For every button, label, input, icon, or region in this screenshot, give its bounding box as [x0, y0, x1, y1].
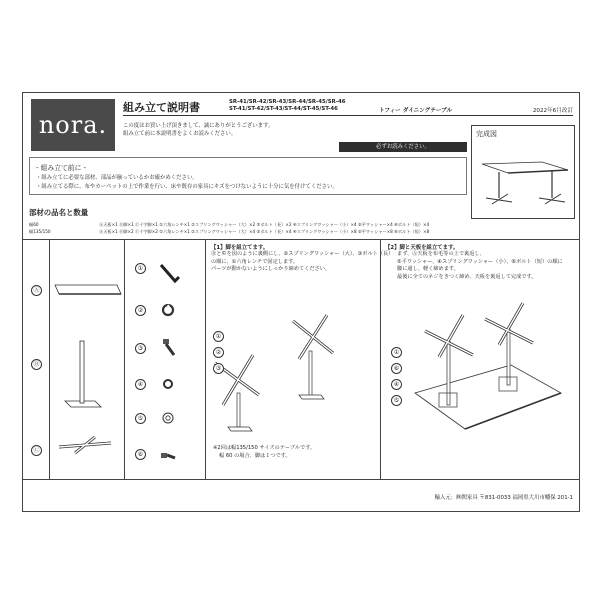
part-number-3: ③ — [135, 343, 146, 354]
step1-line-2: の順に、①六角レンチで固定します。 — [211, 258, 299, 265]
step2-line-1: まず、Ⓐ天板を布毛等の上で裏返し、 — [397, 251, 485, 257]
step2-callout-1: ① — [391, 347, 402, 358]
short-bolt-drawing — [161, 453, 175, 458]
cross-foot-part — [59, 437, 111, 453]
part-number-5: ⑤ — [135, 413, 146, 424]
intro-line-2: 組み立て前に本説明書をよくお読みください。 — [123, 131, 237, 137]
step1-line-1: Ⓑと©を図のように裏側にし、②スプリングワッシャー（大）、③ボルト（長） — [211, 251, 394, 257]
completed-title: 完成図 — [476, 130, 497, 138]
leg-part — [65, 341, 101, 407]
parts-list-title: 部材の品名と数量 — [29, 208, 89, 217]
step2-line-4: 最後に全てのネジをきつく締め、天板を裏返して完成です。 — [397, 273, 537, 280]
step1-callout-3: ③ — [213, 363, 224, 374]
step2-callout-6: ⑥ — [391, 363, 402, 374]
part-label-c: Ⓒ — [31, 445, 42, 456]
brand-logo: nora. — [31, 99, 115, 151]
step2-assembly-drawing — [415, 303, 561, 429]
step2-heading: 【2】脚と天板を組立てます。 — [385, 245, 459, 251]
step1-leg-drawing-right — [293, 315, 333, 399]
quantities-135-150: Ⓐ天板×1 Ⓑ脚×2 Ⓒ十字脚×2 ①六角レンチ×1 ②スプリングワッシャー（大）×4 ③ボルト（長）×4 ④スプリングワッシャー（小）×8 ⑤平ワッシャー×8 ⑥ボルト（短）×8 — [99, 229, 430, 234]
before-assembly-line-1: ・組み立てに必要な部材、部品が揃っているかお確かめください。 — [36, 175, 198, 181]
step2-line-3: 脚に通し、軽く締めます。 — [397, 266, 459, 273]
step2-callout-5: ⑤ — [391, 395, 402, 406]
tabletop-part — [55, 285, 121, 294]
document-title: 組み立て説明書 — [123, 101, 200, 114]
part-label-a: Ⓐ — [31, 285, 42, 296]
step2-line-2: ⑤平ワッシャー、④スプリングワッシャー（小）、⑥ボルト（短）の順に — [397, 258, 563, 265]
before-assembly-title: - 組み立て前に - — [36, 164, 87, 172]
part-number-4: ④ — [135, 379, 146, 390]
step2-instructions — [385, 243, 563, 281]
spring-washer-small-drawing — [164, 380, 172, 388]
step1-heading: 【1】脚を組立てます。 — [211, 245, 269, 251]
step1-note-2: 幅 60 の場合、脚は１つです。 — [219, 452, 291, 459]
flat-washer-drawing — [163, 413, 173, 423]
size-label-135-150: 幅135/150 — [29, 229, 51, 234]
step1-instructions — [211, 243, 393, 274]
step1-note-1: ※2回は幅135/150 サイズのテーブルです。 — [213, 445, 316, 451]
part-number-2: ② — [135, 305, 146, 316]
step2-callout-4: ④ — [391, 379, 402, 390]
before-assembly-line-2: ・組み立てる際に、布やカーペットの上で作業を行い、床や既存の家具にキズをつけないように十分に気を付けてください。 — [36, 184, 338, 190]
step1-callout-2: ② — [213, 347, 224, 358]
must-read-badge: 必ずお読みください。 — [339, 142, 467, 152]
step1-line-3: パーツが動かないようにしっかり締めてください。 — [211, 266, 331, 273]
importer-address: 輸入元：㈱関家具 〒831-0033 福岡県大川市幡保 201-1 — [434, 495, 573, 501]
hex-wrench-drawing — [161, 265, 179, 281]
step1-note — [213, 445, 315, 460]
intro-line-1: この度はお買い上げ頂きまして、誠にありがとうございます。 — [123, 123, 274, 129]
part-number-6: ⑥ — [135, 449, 146, 460]
model-line-st: ST-41/ST-42/ST-43/ST-44/ST-45/ST-46 — [229, 106, 338, 112]
part-label-b: Ⓑ — [31, 359, 42, 370]
product-name: トフィー ダイニングテーブル — [379, 108, 453, 114]
revision-date: 2022年6月改訂 — [532, 108, 573, 114]
part-number-1: ① — [135, 263, 146, 274]
size-label-60: 幅60 — [29, 222, 39, 227]
long-bolt-drawing — [163, 339, 174, 355]
spring-washer-large-drawing — [163, 305, 173, 315]
step1-callout-1: ① — [213, 331, 224, 342]
model-line-sr: SR-41/SR-42/SR-43/SR-44/SR-45/SR-46 — [229, 99, 346, 105]
quantities-60: Ⓐ天板×1 Ⓑ脚×1 Ⓒ十字脚×1 ①六角レンチ×1 ②スプリングワッシャー（大）×2 ③ボルト（長）×2 ④スプリングワッシャー（小）×4 ⑤平ワッシャー×4 ⑥ボルト（短）×4 — [99, 222, 430, 227]
instruction-sheet — [22, 92, 580, 512]
